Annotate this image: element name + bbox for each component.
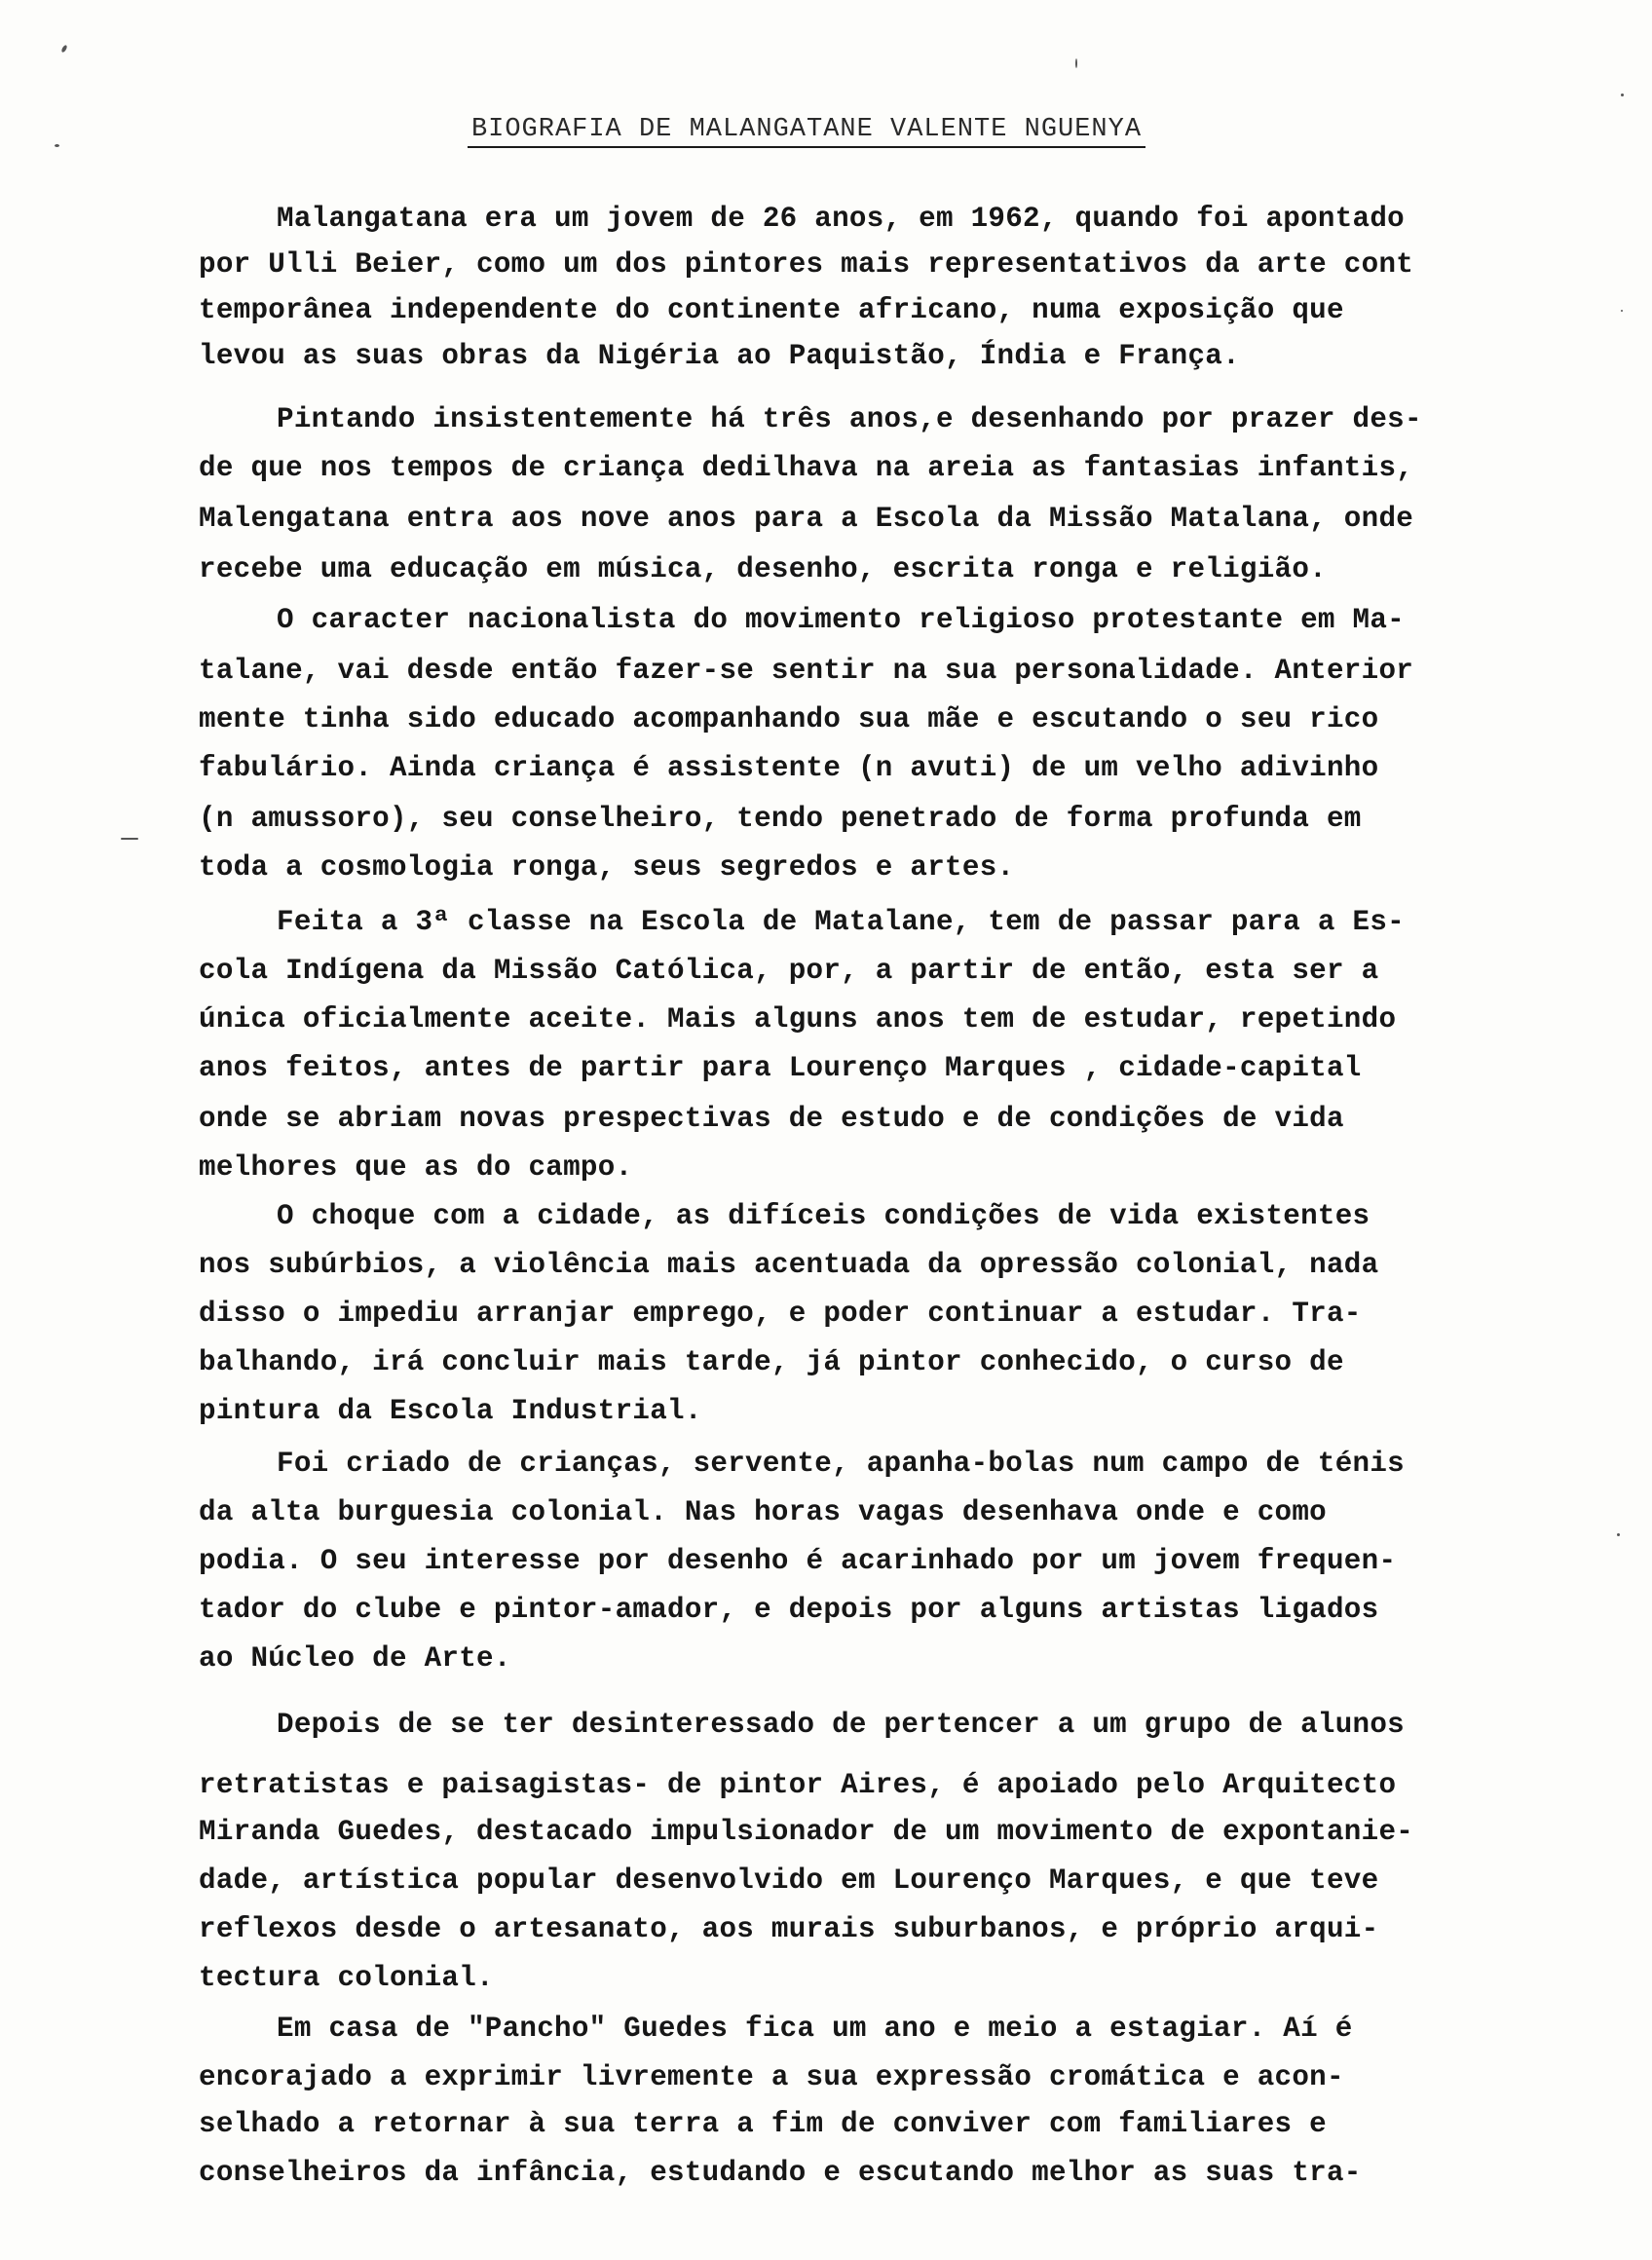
document-title [0,115,1652,148]
text-line: única oficialmente aceite. Mais alguns anos tem de estudar, repetindo [199,1003,1397,1036]
text-line: Feita a 3ª classe na Escola de Matalane, tem de passar para a Es- [277,906,1405,938]
text-line: O choque com a cidade, as difíceis condições de vida existentes [277,1200,1370,1232]
text-line: mente tinha sido educado acompanhando sua mãe e escutando o seu rico [199,703,1379,735]
text-line: (n amussoro), seu conselheiro, tendo penetrado de forma profunda em [199,803,1362,835]
scan-speck [60,45,67,54]
scan-speck [1617,1533,1620,1536]
text-line: toda a cosmologia ronga, seus segredos e artes. [199,851,1015,884]
text-line: fabulário. Ainda criança é assistente (n avuti) de um velho adivinho [199,752,1379,784]
text-line: cola Indígena da Missão Católica, por, a partir de então, esta ser a [199,955,1379,987]
text-line: anos feitos, antes de partir para Lourenço Marques , cidade-capital [199,1052,1362,1084]
text-line: Malangatana era um jovem de 26 anos, em 1962, quando foi apontado [277,203,1405,235]
text-line: conselheiros da infância, estudando e escutando melhor as suas tra- [199,2157,1362,2189]
text-line: onde se abriam novas prespectivas de estudo e de condições de vida [199,1103,1344,1135]
text-line: retratistas e paisagistas- de pintor Aires, é apoiado pelo Arquitecto [199,1769,1397,1801]
text-line: temporânea independente do continente africano, numa exposição que [199,294,1344,326]
text-line: por Ulli Beier, como um dos pintores mais representativos da arte cont [199,248,1414,281]
text-line: O caracter nacionalista do movimento religioso protestante em Ma- [277,604,1405,636]
text-line: dade, artística popular desenvolvido em Lourenço Marques, e que teve [199,1864,1379,1897]
text-line: selhado a retornar à sua terra a fim de conviver com familiares e [199,2108,1327,2140]
text-line: levou as suas obras da Nigéria ao Paquistão, Índia e França. [199,340,1240,372]
text-line: tador do clube e pintor-amador, e depois por alguns artistas ligados [199,1594,1379,1626]
text-line: Pintando insistentemente há três anos,e desenhando por prazer des- [277,403,1422,435]
text-line: nos subúrbios, a violência mais acentuada da opressão colonial, nada [199,1249,1379,1281]
scan-speck [1621,94,1624,96]
scan-speck [121,838,138,840]
text-line: balhando, irá concluir mais tarde, já pintor conhecido, o curso de [199,1346,1344,1378]
text-line: disso o impediu arranjar emprego, e poder continuar a estudar. Tra- [199,1298,1362,1330]
text-line: ao Núcleo de Arte. [199,1642,511,1675]
text-line: Foi criado de crianças, servente, apanha-bolas num campo de ténis [277,1448,1405,1480]
text-line: Em casa de "Pancho" Guedes fica um ano e meio a estagiar. Aí é [277,2013,1353,2045]
text-line: melhores que as do campo. [199,1151,633,1184]
title-text: BIOGRAFIA DE MALANGATANE VALENTE NGUENYA [468,115,1145,148]
text-line: Miranda Guedes, destacado impulsionador de um movimento de expontanie- [199,1816,1414,1848]
text-line: da alta burguesia colonial. Nas horas vagas desenhava onde e como [199,1496,1327,1528]
scan-speck [1621,310,1623,312]
text-line: tectura colonial. [199,1962,494,1994]
text-line: Malengatana entra aos nove anos para a Escola da Missão Matalana, onde [199,503,1414,535]
text-line: talane, vai desde então fazer-se sentir na sua personalidade. Anterior [199,655,1414,687]
text-line: Depois de se ter desinteressado de pertencer a um grupo de alunos [277,1709,1405,1741]
text-line: podia. O seu interesse por desenho é acarinhado por um jovem frequen- [199,1545,1397,1577]
scan-speck [1075,58,1077,68]
text-line: pintura da Escola Industrial. [199,1395,702,1427]
text-line: de que nos tempos de criança dedilhava na areia as fantasias infantis, [199,452,1414,484]
text-line: recebe uma educação em música, desenho, escrita ronga e religião. [199,553,1327,585]
text-line: reflexos desde o artesanato, aos murais suburbanos, e próprio arqui- [199,1913,1379,1945]
text-line: encorajado a exprimir livremente a sua expressão cromática e acon- [199,2061,1344,2093]
